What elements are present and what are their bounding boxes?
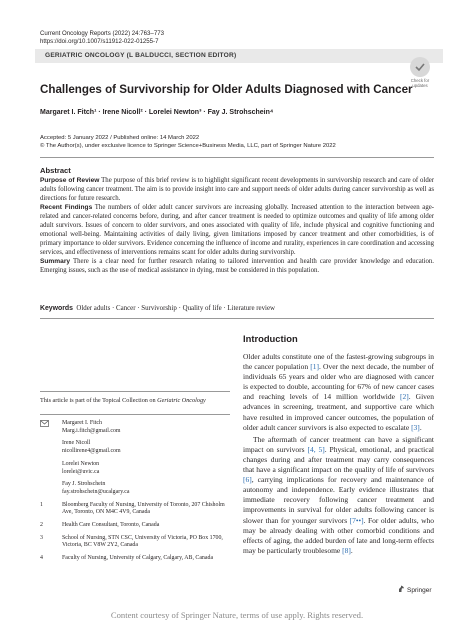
text: Older adults constitute one of the fastest-growing subgroups in the cancer population (243, 352, 434, 372)
horse-icon (398, 585, 405, 595)
publisher-logo (398, 585, 432, 595)
affiliation-text: Bloomberg Faculty of Nursing, University of Toronto, 207 Chisholm Ave, Toronto, ON M4C 4V9, Canada (62, 501, 225, 516)
contact-email[interactable]: fay.strohschein@ucalgary.ca (62, 488, 130, 495)
citation-link[interactable]: [7••] (349, 515, 364, 525)
accepted-published: Accepted: 5 January 2022 / Published online: 14 March 2022 (40, 135, 200, 141)
affiliation-number: 1 (40, 501, 43, 508)
citation-link[interactable]: [2] (399, 392, 409, 402)
courtesy-footer: Content courtesy of Springer Nature, terms of use apply. Rights reserved. (110, 610, 364, 620)
topical-collection-note (40, 397, 230, 405)
contact-name: Fay J. Strohschein (62, 481, 106, 488)
contact-entry (40, 440, 230, 455)
journal-header (40, 30, 164, 47)
footnote-divider (40, 414, 230, 415)
citation-link[interactable]: [6] (243, 475, 252, 485)
affiliation-entry (40, 502, 230, 517)
contact-email[interactable]: nicollirene4@gmail.com (62, 448, 121, 455)
introduction-heading: Introduction (243, 333, 298, 344)
contact-name: Margaret I. Fitch (62, 420, 102, 426)
text: . For older adults, who may be already dealing with other comorbid conditions and effects of aging, the added burden of late and long-term effects may be particularly troublesome (243, 515, 434, 555)
note-text: This article is part of the Topical Collection on (40, 397, 158, 404)
section-banner (35, 49, 443, 63)
mail-icon (40, 420, 49, 431)
intro-paragraph-2 (243, 435, 434, 556)
section-banner-label: GERIATRIC ONCOLOGY (L BALDUCCI, SECTION EDITOR) (45, 52, 237, 59)
contact-entry (40, 481, 230, 496)
intro-paragraph-1 (243, 352, 434, 433)
check-updates-icon (410, 57, 430, 77)
contact-name: Lorelei Newton (62, 460, 100, 467)
abstract-purpose (40, 176, 434, 203)
article-title: Challenges of Survivorship for Older Adults Diagnosed with Cancer (40, 83, 413, 96)
abstract-summary (40, 257, 434, 275)
keywords (40, 305, 275, 312)
findings-text: The numbers of older adult cancer survivors are increasing globally. Increased attention to the interaction between age-related and cancer-related concerns before, during, and after cancer treatment is needed to optimize outcomes and quality of life among older adult survivors. Issues of concern to older survivors, and ones associated with quality of life, include physical and cognitive functioning and emotional well-being. Maintaining activities of daily living, given limitations imposed by cancer treatment and other comorbidities, is of primary importance to older survivors. Evidence concerning the influence of income and rurality, experiences in care coordination and accessing services, and effectiveness of interventions remains scant for older adults during survivorship. (40, 204, 434, 256)
divider (40, 157, 434, 158)
contact-entry (40, 461, 230, 476)
affiliation-entry (40, 555, 230, 563)
keywords-text: Older adults · Cancer · Survivorship · Quality of life · Literature review (76, 305, 276, 312)
affiliation-text: School of Nursing, STN CSC, University of Victoria, PO Box 1700, Victoria, BC V8W 2Y2, Canada (62, 534, 223, 549)
copyright-line: © The Author(s), under exclusive licence to Springer Science+Business Media, LLC, part of Springer Nature 2022 (40, 143, 336, 150)
text: . Given advances in screening, treatment, and supportive care which have resulted in improved cancer outcomes, the population of older adult cancer survivors is also expected to escalate (243, 392, 434, 432)
findings-label: Recent Findings (40, 204, 93, 211)
abstract-heading: Abstract (40, 166, 71, 175)
citation-link[interactable]: [3] (411, 422, 420, 432)
affiliation-text: Health Care Consultant, Toronto, Canada (62, 522, 160, 529)
publication-dates (40, 134, 336, 151)
text: , carrying implications for recovery and maintenance of autonomy and independence. Early evidence illustrates that immediate recovery following cancer treatment and improvements in survival for older adults following cancer is slower than for younger survivors (243, 475, 434, 525)
text: . Over the next decade, the number of individuals 65 years and older who are diagnosed with cancer is expected to double, accounting for 67% of new cancer cases and reaching levels of 14 million worldwide (243, 362, 434, 402)
footnote-divider (40, 391, 230, 392)
journal-citation: Current Oncology Reports (2022) 24:763–773 (40, 30, 164, 37)
doi-link[interactable]: https://doi.org/10.1007/s11912-022-01255-7 (40, 38, 159, 46)
citation-link[interactable]: [1] (310, 362, 319, 372)
text: The aftermath of cancer treatment can have a significant impact on survivors (243, 434, 434, 454)
text: . (419, 422, 422, 432)
abstract-findings (40, 203, 434, 257)
publisher-name: Springer (407, 586, 432, 594)
check-updates-label: Check for updates (410, 78, 430, 88)
summary-label: Summary (40, 258, 71, 265)
contact-entry (40, 420, 230, 435)
affiliation-entry (40, 522, 230, 530)
affiliation-number: 4 (40, 555, 43, 562)
summary-text: There is a clear need for further research relating to tailored intervention and health care provider knowledge and education. Emerging issues, such as the use of medical assistance in dying, must be considered in this population. (40, 258, 434, 274)
affiliation-text: Faculty of Nursing, University of Calgary, Calgary, AB, Canada (62, 555, 214, 562)
contact-name: Irene Nicoll (62, 440, 91, 447)
text: . Physical, emotional, and practical changes during and after treatment may carry consequences that have a significant impact on the quality of life of survivors (243, 444, 434, 475)
citation-link[interactable]: [8] (342, 545, 351, 555)
affiliation-number: 2 (40, 522, 43, 529)
keywords-label: Keywords (40, 305, 73, 312)
citation-link[interactable]: [4, 5] (307, 444, 325, 454)
contact-email[interactable]: Marg.i.fitch@gmail.com (62, 427, 121, 434)
purpose-text: The purpose of this brief review is to highlight significant recent developments in survivorship research and care of older adults following cancer treatment. The aim is to provide insight into care and support needs of older adults during cancer survivorship as well as directions for future research. (40, 177, 434, 202)
contact-email[interactable]: lorelei@uvic.ca (62, 468, 100, 475)
contacts-and-affiliations (40, 420, 230, 568)
text: . (350, 545, 353, 555)
affiliation-entry (40, 535, 230, 550)
introduction-body (243, 352, 434, 556)
affiliation-number: 3 (40, 534, 43, 541)
purpose-label: Purpose of Review (40, 177, 100, 184)
divider (40, 318, 434, 319)
collection-name: Geriatric Oncology (157, 397, 206, 404)
abstract-body (40, 176, 434, 275)
author-list: Margaret I. Fitch¹ · Irene Nicoll² · Lorelei Newton³ · Fay J. Strohschein⁴ (40, 109, 274, 116)
